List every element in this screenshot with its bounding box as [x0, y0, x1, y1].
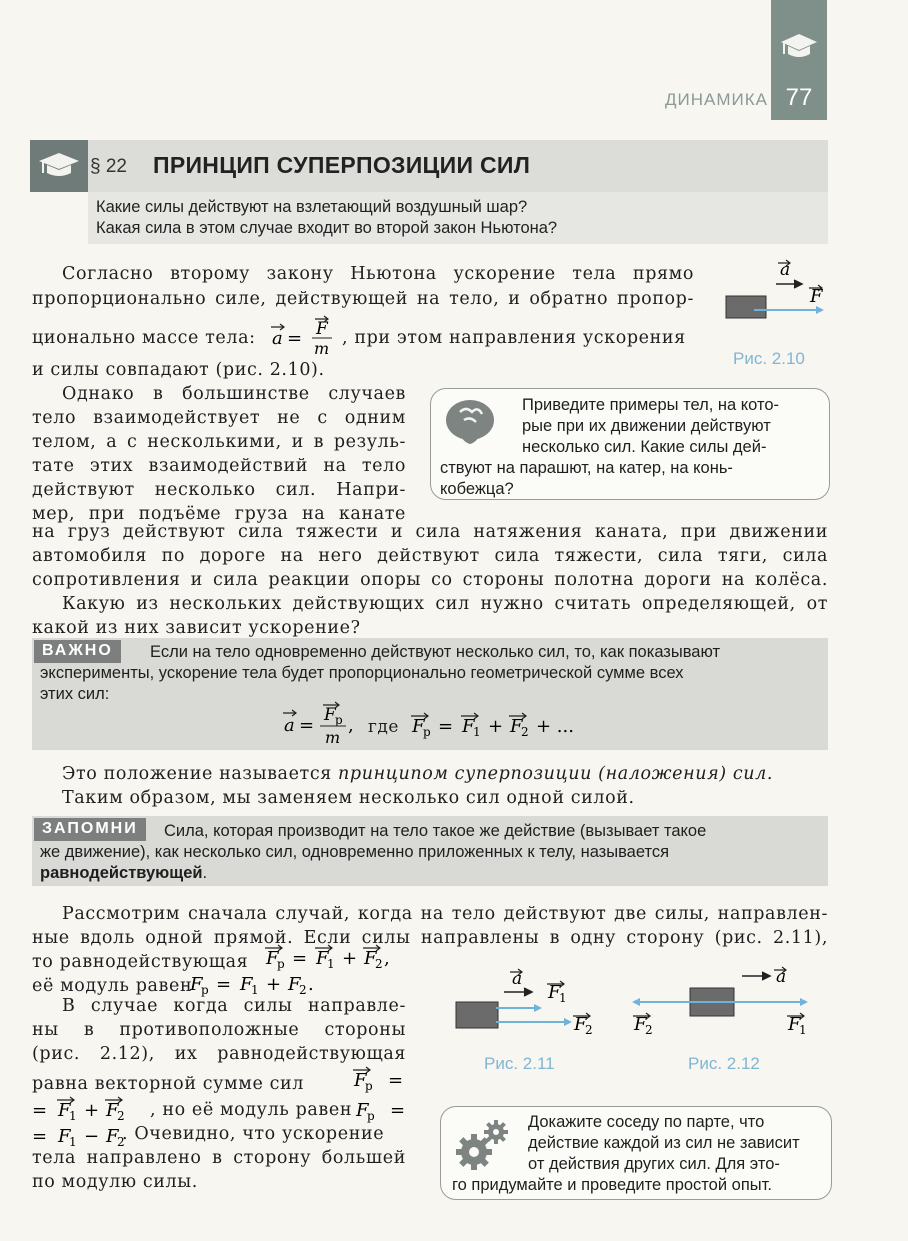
- body-line: на груз действуют сила тяжести и сила натяжения каната, при движении: [32, 522, 828, 542]
- question-line: Какие силы действуют на взлетающий воздушный шар?: [96, 198, 528, 216]
- paragraph-number: § 22: [90, 156, 127, 177]
- svg-text:F: F: [266, 948, 279, 969]
- body-line: тело взаимодействует не с одним: [32, 408, 406, 428]
- svg-text:=: =: [32, 1126, 48, 1147]
- svg-text:1: 1: [69, 1109, 77, 1123]
- remember-line: равнодействующей.: [40, 864, 208, 882]
- svg-text:F: F: [788, 1014, 801, 1035]
- svg-text:1: 1: [69, 1135, 77, 1149]
- activity-line: от действия других сил. Для это-: [528, 1155, 780, 1173]
- svg-text:=: =: [32, 1100, 48, 1121]
- term-superposition: принципом суперпозиции (наложения) сил.: [338, 764, 774, 784]
- body-line: то равнодействующая: [32, 952, 249, 972]
- figure-2-10: [718, 258, 828, 328]
- svg-text:F: F: [354, 1070, 367, 1091]
- formula-newton2: [270, 314, 342, 358]
- body-line: [62, 762, 828, 787]
- body-line: телом, а с несколькими, и в резуль-: [32, 432, 406, 452]
- think-box-line: Приведите примеры тел, на кото-: [522, 396, 780, 414]
- svg-text:2: 2: [521, 725, 529, 739]
- remember-line: Сила, которая производит на тело такое же действие (вызывает такое: [164, 822, 707, 840]
- svg-text:р: р: [365, 1079, 373, 1093]
- svg-text:F: F: [58, 1126, 71, 1147]
- svg-text:р: р: [201, 983, 209, 997]
- figure-2-11: [450, 962, 610, 1042]
- think-box-line: рые при их движении действуют: [522, 417, 771, 435]
- body-line: по модулю силы.: [32, 1172, 198, 1192]
- body-line: , но её модуль равен: [150, 1100, 353, 1120]
- remember-line: же движение), как несколько сил, одновременно приложенных к телу, называется: [40, 843, 670, 861]
- svg-text:a: a: [776, 967, 787, 987]
- svg-text:+: +: [266, 974, 282, 995]
- svg-text:F: F: [190, 974, 203, 995]
- svg-text:=: =: [299, 715, 315, 736]
- svg-text:−: −: [84, 1126, 100, 1147]
- svg-text:F: F: [574, 1014, 587, 1035]
- svg-text:р: р: [423, 725, 431, 739]
- svg-text:+: +: [84, 1100, 100, 1121]
- body-line: ционально массе тела:: [32, 328, 256, 348]
- remember-tag: ЗАПОМНИ: [34, 818, 146, 841]
- svg-text:=: =: [388, 1070, 404, 1091]
- body-line: . Очевидно, что ускорение: [122, 1124, 385, 1144]
- body-line: , при этом направления ускорения: [342, 328, 686, 348]
- svg-text:F: F: [58, 1100, 71, 1121]
- term-resultant: равнодействующей: [40, 864, 203, 882]
- body-line: какой из них зависит ускорение?: [32, 618, 361, 638]
- body-line: Рассмотрим сначала случай, когда на тело действуют две силы, направлен-: [62, 904, 828, 924]
- graduation-cap-icon: [37, 150, 81, 182]
- body-line: автомобиля по дороге на него действуют сила тяжести, сила тяги, сила: [32, 546, 828, 566]
- svg-text:1: 1: [559, 991, 567, 1005]
- page-number: 77: [785, 84, 813, 111]
- svg-text:2: 2: [117, 1135, 125, 1149]
- important-tag: ВАЖНО: [34, 640, 121, 663]
- gears-icon: [452, 1116, 512, 1176]
- body-line: тела направлено в сторону большей: [32, 1148, 406, 1168]
- svg-text:=: =: [438, 716, 454, 737]
- svg-text:.: .: [308, 974, 314, 995]
- svg-text:F: F: [548, 982, 561, 1003]
- important-line: этих сил:: [40, 685, 110, 703]
- body-line: Таким образом, мы заменяем несколько сил одной силой.: [62, 788, 635, 808]
- graduation-cap-icon: [779, 30, 819, 64]
- body-line: Однако в большинстве случаев: [62, 384, 406, 404]
- svg-text:+: +: [488, 716, 504, 737]
- activity-line: го придумайте и проведите простой опыт.: [452, 1176, 772, 1194]
- think-box-line: несколько сил. Какие силы дей-: [522, 438, 767, 456]
- svg-text:=: =: [390, 1100, 406, 1121]
- important-line: эксперименты, ускорение тела будет пропорционально геометрической сумме всех: [40, 664, 684, 682]
- svg-text:р: р: [277, 957, 285, 971]
- body-line: Какую из нескольких действующих сил нужно считать определяющей, от: [62, 594, 828, 614]
- svg-text:F: F: [510, 716, 523, 737]
- figure-caption: Рис. 2.11: [484, 1054, 555, 1073]
- think-box-line: ствуют на парашют, на катер, на конь-: [440, 459, 733, 477]
- svg-text:a: a: [780, 260, 791, 280]
- svg-text:F: F: [412, 716, 425, 737]
- body-line: пропорционально силе, действующей на тело, и обратно пропор-: [32, 289, 694, 309]
- brain-icon: [442, 398, 498, 448]
- svg-text:F: F: [106, 1100, 119, 1121]
- svg-text:1: 1: [327, 957, 335, 971]
- body-line: ные вдоль одной прямой. Если силы направлены в одну сторону (рис. 2.11),: [32, 928, 828, 948]
- body-line: (рис. 2.12), их равнодействующая: [32, 1044, 406, 1064]
- body-line: Согласно второму закону Ньютона ускорение тела прямо: [62, 264, 694, 284]
- header-section: ДИНАМИКА: [665, 90, 768, 109]
- svg-text:2: 2: [117, 1109, 125, 1123]
- svg-text:a: a: [272, 328, 283, 349]
- page-title: ПРИНЦИП СУПЕРПОЗИЦИИ СИЛ: [153, 152, 531, 178]
- formula-sum: [408, 704, 588, 744]
- svg-text:+ ...: + ...: [536, 716, 574, 737]
- body-line: сопротивления и сила реакции опоры со стороны полотна дороги на колёса.: [32, 570, 828, 590]
- body-line: мер, при подъёме груза на канате: [32, 504, 406, 524]
- svg-text:=: =: [287, 328, 303, 349]
- svg-text:a: a: [284, 715, 295, 736]
- svg-text:р: р: [335, 713, 343, 727]
- body-line: В случае когда силы направле-: [62, 996, 406, 1016]
- svg-text:m: m: [314, 339, 330, 358]
- svg-text:=: =: [216, 974, 232, 995]
- body-line: и силы совпадают (рис. 2.10).: [32, 360, 325, 380]
- svg-text:,: ,: [384, 948, 390, 969]
- figure-2-12: [630, 962, 820, 1042]
- svg-text:F: F: [356, 1100, 369, 1121]
- svg-text:F: F: [364, 948, 377, 969]
- svg-text:1: 1: [251, 983, 259, 997]
- svg-text:F: F: [324, 705, 336, 725]
- body-line: её модуль равен: [32, 976, 193, 996]
- figure-caption: Рис. 2.10: [733, 349, 805, 368]
- svg-text:,: ,: [348, 715, 354, 736]
- svg-text:2: 2: [585, 1023, 593, 1037]
- svg-text:F: F: [810, 286, 823, 307]
- svg-text:р: р: [367, 1109, 375, 1123]
- svg-text:1: 1: [473, 725, 481, 739]
- svg-text:F: F: [462, 716, 475, 737]
- body-line: действуют несколько сил. Напри-: [32, 480, 406, 500]
- figure-caption: Рис. 2.12: [688, 1054, 760, 1073]
- svg-text:m: m: [325, 728, 341, 747]
- svg-text:F: F: [316, 319, 328, 339]
- svg-text:a: a: [512, 969, 523, 989]
- body-line: ны в противоположные стороны: [32, 1020, 406, 1040]
- body-text: Это положение называется: [62, 764, 332, 784]
- formula-vector-sum: [30, 1090, 160, 1124]
- svg-text:2: 2: [375, 957, 383, 971]
- svg-text:=: =: [292, 948, 308, 969]
- svg-text:+: +: [342, 948, 358, 969]
- svg-text:F: F: [288, 974, 301, 995]
- formula-where: где: [368, 717, 399, 737]
- svg-text:F: F: [106, 1126, 119, 1147]
- activity-line: Докажите соседу по парте, что: [528, 1113, 765, 1131]
- svg-text:F: F: [316, 948, 329, 969]
- svg-text:F: F: [240, 974, 253, 995]
- think-box-line: кобежца?: [440, 480, 514, 498]
- important-line: Если на тело одновременно действуют несколько сил, то, как показывают: [150, 643, 721, 661]
- svg-text:2: 2: [645, 1023, 653, 1037]
- body-line: равна векторной сумме сил: [32, 1074, 304, 1094]
- svg-text:F: F: [634, 1014, 647, 1035]
- activity-line: действие каждой из сил не зависит: [528, 1134, 800, 1152]
- question-line: Какая сила в этом случае входит во второй закон Ньютона?: [96, 219, 558, 237]
- svg-text:1: 1: [799, 1023, 807, 1037]
- formula-resultant-label: [350, 1062, 410, 1094]
- body-line: тате этих взаимодействий на тело: [32, 456, 406, 476]
- svg-text:2: 2: [299, 983, 307, 997]
